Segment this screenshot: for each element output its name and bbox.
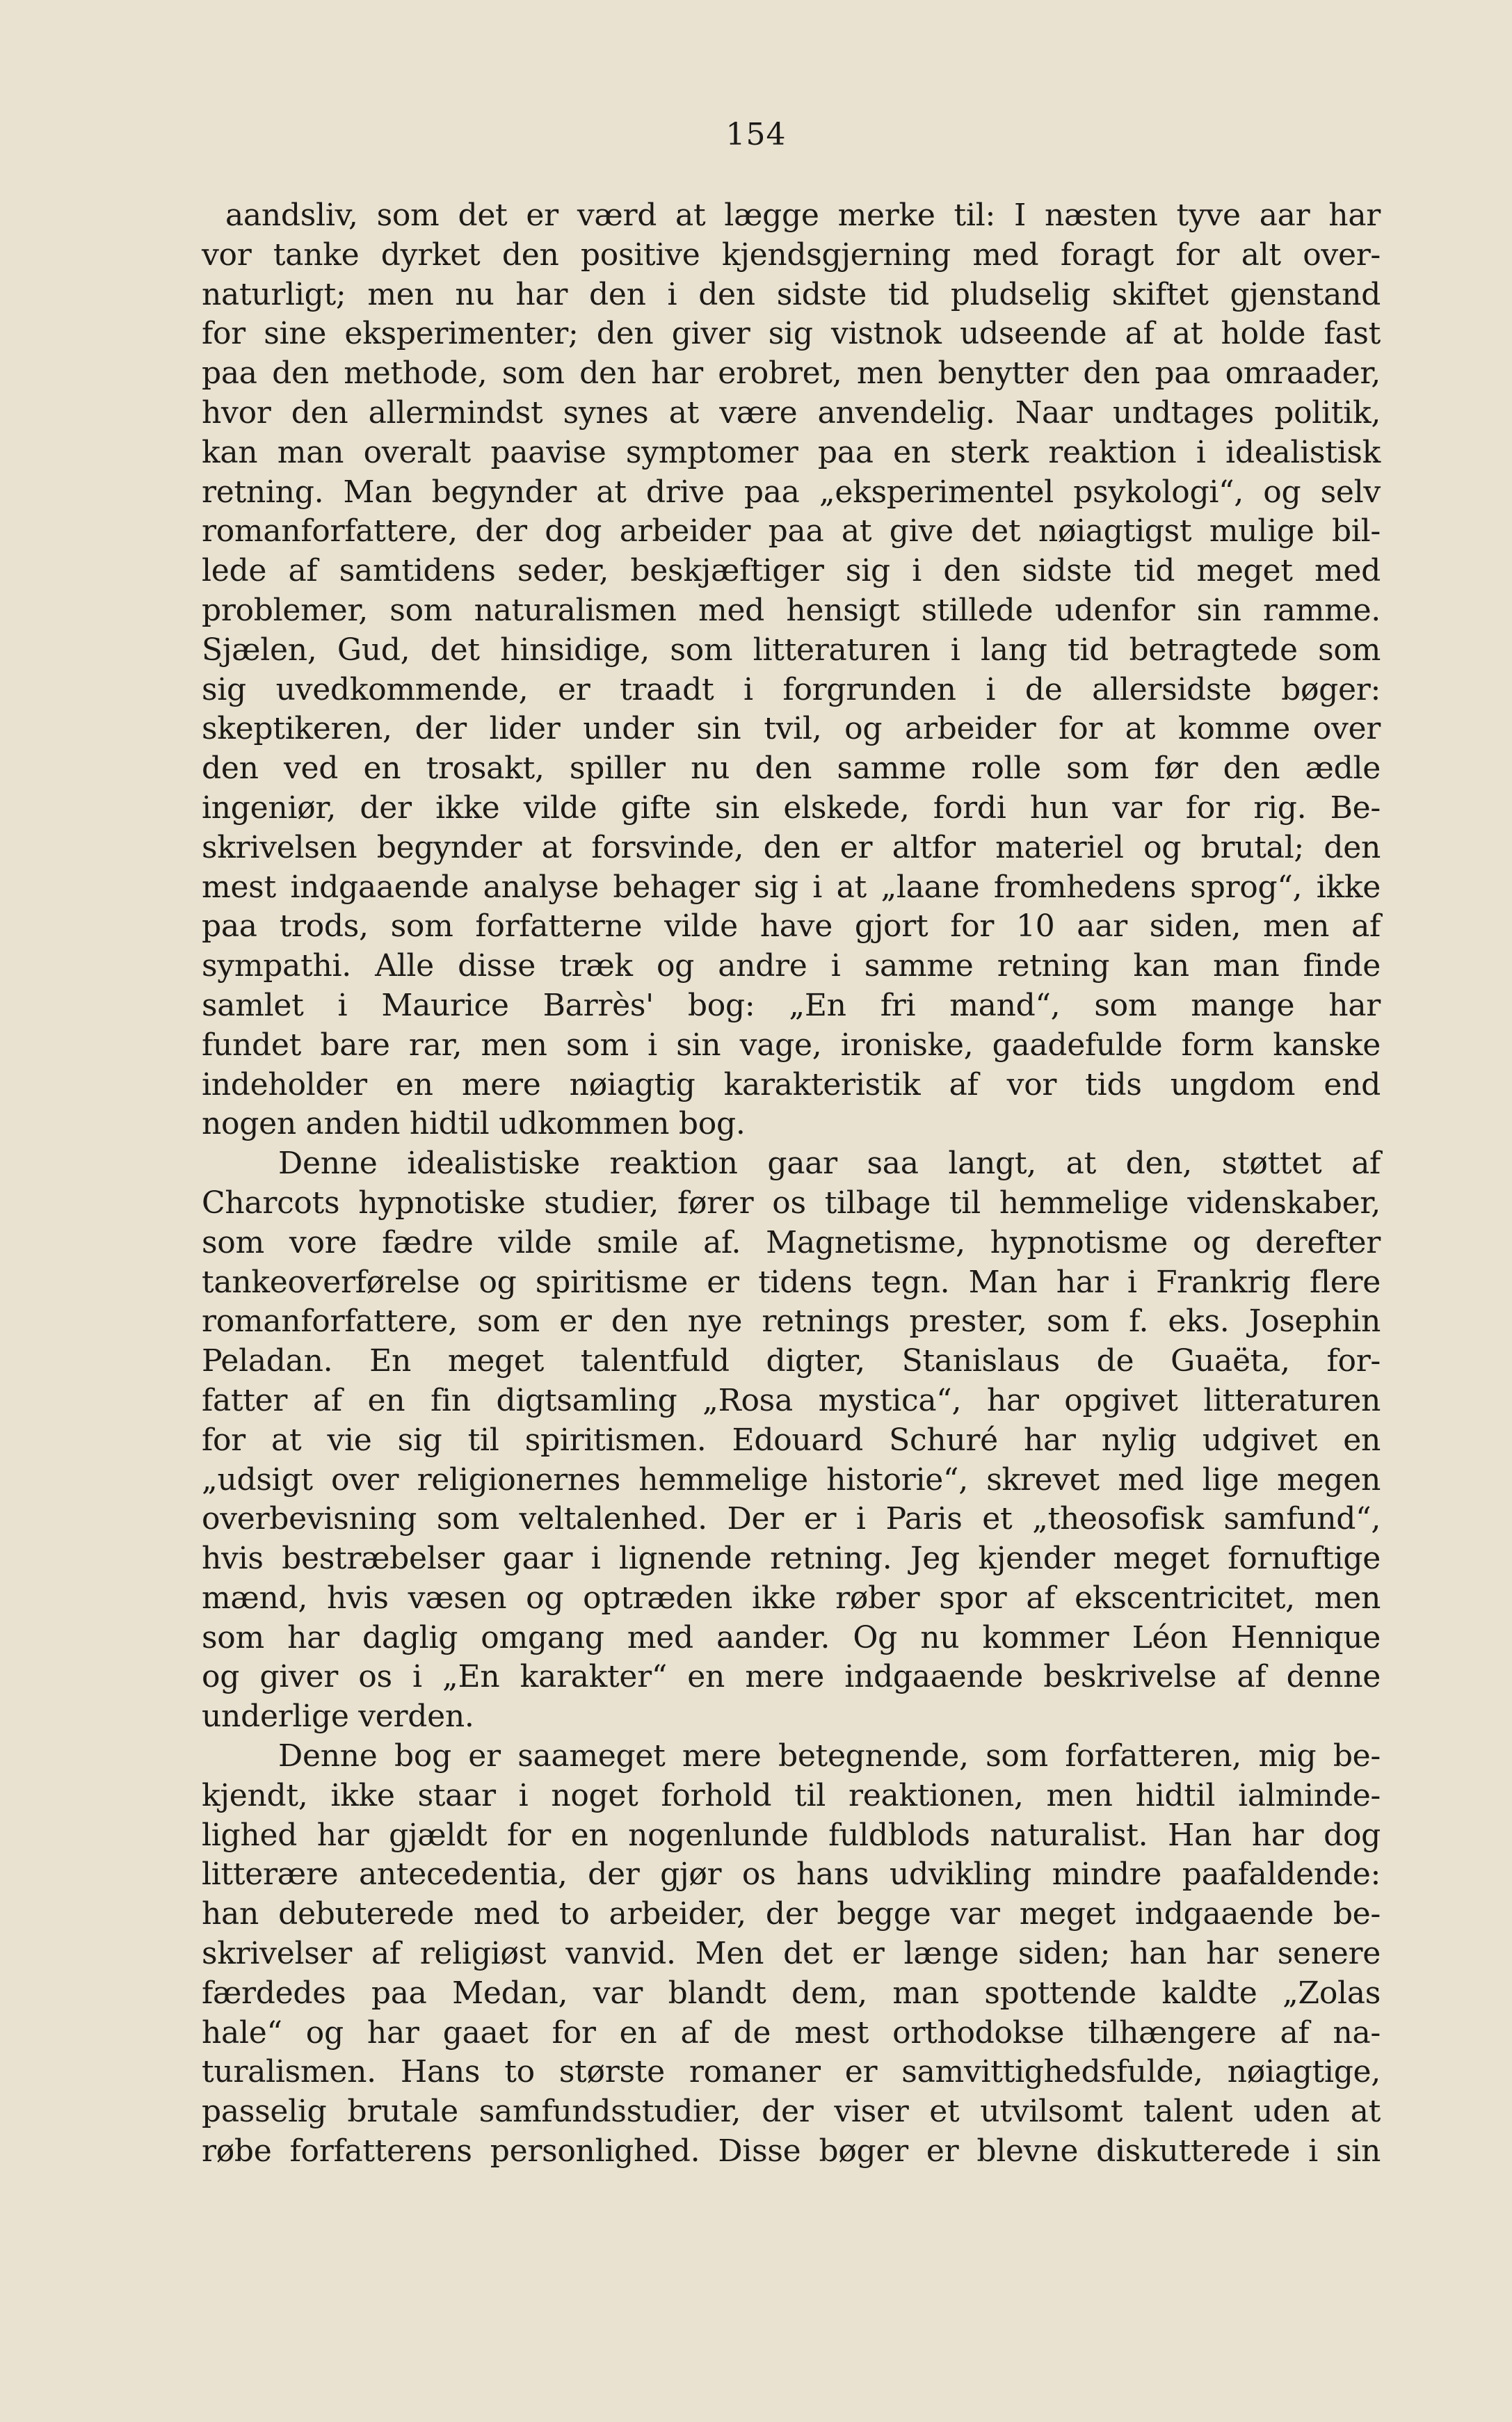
text-line: problemer, som naturalismen med hensigt stillede udenfor sin ramme.	[202, 592, 1381, 628]
text-line: hvis bestræbelser gaar i lignende retning. Jeg kjender meget fornuftige	[202, 1541, 1381, 1577]
text-line: retning. Man begynder at drive paa „eksperimentel psykologi“, og selv	[202, 474, 1381, 510]
text-line: samlet i Maurice Barrès' bog: „En fri mand“, som mange har	[202, 987, 1381, 1023]
text-line: paa den methode, som den har erobret, men benytter den paa omraader,	[202, 355, 1381, 392]
text-line: skrivelser af religiøst vanvid. Men det er længe siden; han har senere	[202, 1936, 1381, 1972]
text-line: vor tanke dyrket den positive kjendsgjerning med foragt for alt over-	[202, 236, 1381, 273]
text-line: ingeniør, der ikke vilde gifte sin elskede, fordi hun var for rig. Be-	[202, 789, 1381, 826]
text-line: romanforfattere, der dog arbeider paa at give det nøiagtigst mulige bil-	[202, 513, 1381, 550]
text-line: naturligt; men nu har den i den sidste tid pludselig skiftet gjenstand	[202, 276, 1381, 312]
text-line: færdedes paa Medan, var blandt dem, man spottende kaldte „Zolas	[202, 1975, 1381, 2011]
text-line: passelig brutale samfundsstudier, der viser et utvilsomt talent uden at	[202, 2094, 1381, 2130]
text-line: lighed har gjældt for en nogenlunde fuldblods naturalist. Han har dog	[202, 1817, 1381, 1853]
text-line: Charcots hypnotiske studier, fører os tilbage til hemmelige videnskaber,	[202, 1185, 1381, 1221]
text-line: aandsliv, som det er værd at lægge merke til: I næsten tyve aar har	[225, 198, 1381, 233]
text-line: kan man overalt paavise symptomer paa en sterk reaktion i idealistisk	[202, 434, 1381, 470]
text-line: Denne idealistiske reaktion gaar saa langt, at den, støttet af	[278, 1146, 1381, 1182]
text-line: overbevisning som veltalenhed. Der er i Paris et „theosofisk samfund“,	[202, 1501, 1381, 1537]
text-line: sympathi. Alle disse træk og andre i samme retning kan man finde	[202, 948, 1381, 984]
text-line: fundet bare rar, men som i sin vage, ironiske, gaadefulde form kanske	[202, 1027, 1381, 1063]
text-line: litterære antecedentia, der gjør os hans udvikling mindre paafaldende:	[202, 1856, 1381, 1893]
text-line: Peladan. En meget talentfuld digter, Stanislaus de Guaëta, for-	[202, 1343, 1381, 1379]
text-line: som vore fædre vilde smile af. Magnetisme, hypnotisme og derefter	[202, 1224, 1381, 1260]
text-line: og giver os i „En karakter“ en mere indgaaende beskrivelse af denne	[202, 1659, 1381, 1695]
text-line: for sine eksperimenter; den giver sig vistnok udseende af at holde fast	[202, 316, 1381, 352]
text-line: fatter af en fin digtsamling „Rosa mystica“, har opgivet litteraturen	[202, 1382, 1381, 1418]
text-line: som har daglig omgang med aander. Og nu kommer Léon Hennique	[202, 1619, 1381, 1655]
text-line: skrivelsen begynder at forsvinde, den er altfor materiel og brutal; den	[202, 829, 1381, 865]
text-line: lede af samtidens seder, beskjæftiger sig i den sidste tid meget med	[202, 553, 1381, 589]
text-line: indeholder en mere nøiagtig karakteristik af vor tids ungdom end	[202, 1066, 1381, 1102]
text-line: han debuterede med to arbeider, der begge var meget indgaaende be-	[202, 1896, 1381, 1932]
text-line: underlige verden.	[202, 1699, 474, 1735]
text-line: den ved en trosakt, spiller nu den samme rolle som før den ædle	[202, 751, 1381, 787]
text-line: mest indgaaende analyse behager sig i at „laane fromhedens sprog“, ikke	[202, 869, 1381, 905]
text-line: tankeoverførelse og spiritisme er tidens tegn. Man har i Frankrig flere	[202, 1264, 1381, 1300]
body-text	[202, 196, 1381, 2172]
text-line: hvor den allermindst synes at være anvendelig. Naar undtages politik,	[202, 394, 1381, 431]
text-line: paa trods, som forfatterne vilde have gjort for 10 aar siden, men af	[202, 908, 1381, 945]
text-line: sig uvedkommende, er traadt i forgrunden i de allersidste bøger:	[202, 671, 1381, 707]
text-line: Denne bog er saameget mere betegnende, som forfatteren, mig be-	[278, 1738, 1381, 1774]
text-line: romanforfattere, som er den nye retnings prester, som f. eks. Josephin	[202, 1304, 1381, 1340]
text-line: hale“ og har gaaet for en af de mest orthodokse tilhængere af na-	[202, 2014, 1381, 2051]
text-line: kjendt, ikke staar i noget forhold til reaktionen, men hidtil ialminde-	[202, 1777, 1381, 1813]
page-number: 154	[725, 117, 787, 152]
text-line: røbe forfatterens personlighed. Disse bøger er blevne diskutterede i sin	[202, 2133, 1381, 2170]
text-line: for at vie sig til spiritismen. Edouard Schuré har nylig udgivet en	[202, 1422, 1381, 1458]
text-line: mænd, hvis væsen og optræden ikke røber spor af ekscentricitet, men	[202, 1580, 1381, 1616]
text-line: nogen anden hidtil udkommen bog.	[202, 1106, 746, 1142]
text-line: „udsigt over religionernes hemmelige historie“, skrevet med lige megen	[202, 1461, 1381, 1498]
text-line: skeptikeren, der lider under sin tvil, og arbeider for at komme over	[202, 711, 1381, 747]
text-line: Sjælen, Gud, det hinsidige, som litteraturen i lang tid betragtede som	[202, 632, 1381, 668]
text-line: turalismen. Hans to største romaner er samvittighedsfulde, nøiagtige,	[202, 2054, 1381, 2090]
